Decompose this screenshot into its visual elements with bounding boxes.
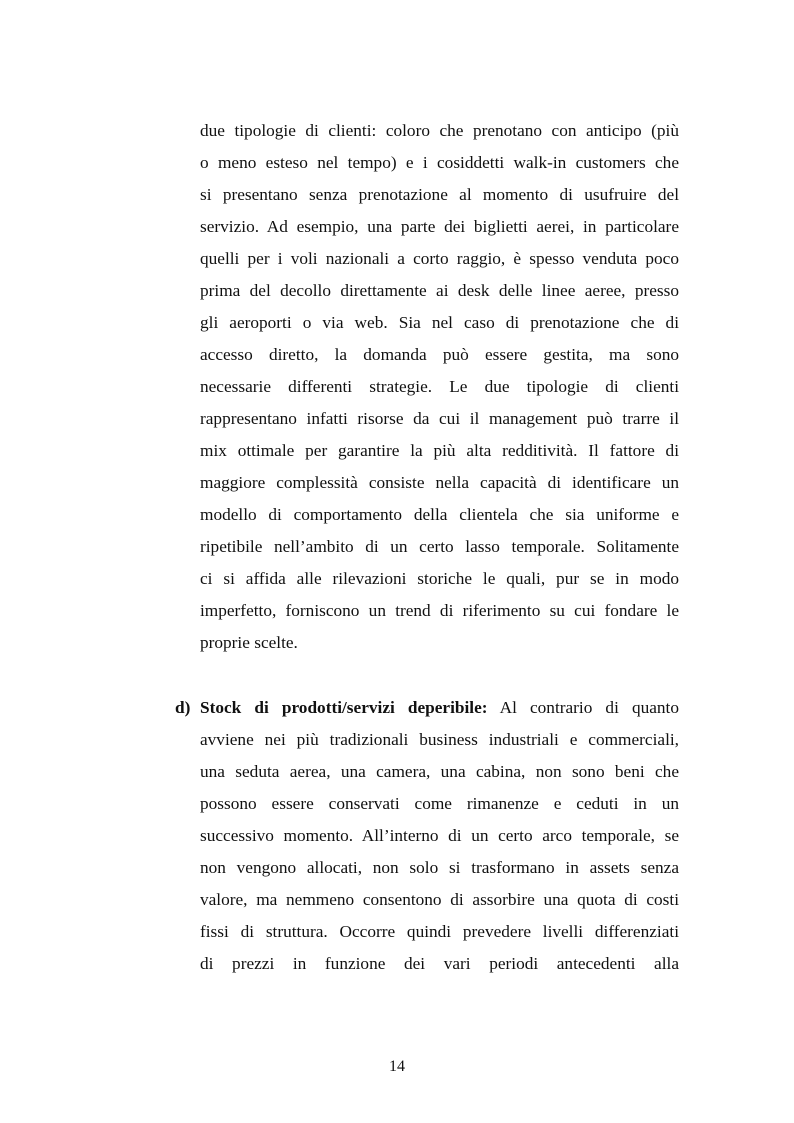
list-item-heading: Stock di prodotti/servizi deperibile: (200, 698, 488, 717)
text-line: una seduta aerea, una camera, una cabina, non sono beni che (200, 762, 679, 781)
text-line: non vengono allocati, non solo si trasformano in assets senza (200, 858, 679, 877)
text-line: mix ottimale per garantire la più alta redditività. Il fattore di (200, 441, 679, 460)
text-line: due tipologie di clienti: coloro che prenotano con anticipo (più (200, 121, 679, 140)
text-line (200, 698, 679, 718)
text-line: avviene nei più tradizionali business industriali e commerciali, (200, 730, 679, 749)
text-line: imperfetto, forniscono un trend di riferimento su cui fondare le (200, 601, 679, 620)
text-line: maggiore complessità consiste nella capacità di identificare un (200, 473, 679, 492)
text-line: fissi di struttura. Occorre quindi prevedere livelli differenziati (200, 922, 679, 941)
text-line: accesso diretto, la domanda può essere gestita, ma sono (200, 345, 679, 364)
text-line: ci si affida alle rilevazioni storiche le quali, pur se in modo (200, 569, 679, 588)
text-line: gli aeroporti o via web. Sia nel caso di prenotazione che di (200, 313, 679, 332)
text-line: servizio. Ad esempio, una parte dei biglietti aerei, in particolare (200, 217, 679, 236)
text-line: prima del decollo direttamente ai desk delle linee aeree, presso (200, 281, 679, 300)
text-line: valore, ma nemmeno consentono di assorbire una quota di costi (200, 890, 679, 909)
text-line: di prezzi in funzione dei vari periodi antecedenti alla (200, 954, 679, 973)
text-line: ripetibile nell’ambito di un certo lasso temporale. Solitamente (200, 537, 679, 556)
text-line: quelli per i voli nazionali a corto raggio, è spesso venduta poco (200, 249, 679, 268)
text-line: modello di comportamento della clientela che sia uniforme e (200, 505, 679, 524)
list-item-label: d) (175, 698, 191, 717)
page-number: 14 (389, 1058, 405, 1075)
text-line: si presentano senza prenotazione al momento di usufruire del (200, 185, 679, 204)
list-item-first-line-text: Al contrario di quanto (487, 698, 679, 717)
text-line: necessarie differenti strategie. Le due tipologie di clienti (200, 377, 679, 396)
text-line: successivo momento. All’interno di un certo arco temporale, se (200, 826, 679, 845)
text-line: proprie scelte. (200, 633, 298, 652)
text-line: o meno esteso nel tempo) e i cosiddetti walk-in customers che (200, 153, 679, 172)
text-line: rappresentano infatti risorse da cui il management può trarre il (200, 409, 679, 428)
text-line: possono essere conservati come rimanenze e ceduti in un (200, 794, 679, 813)
